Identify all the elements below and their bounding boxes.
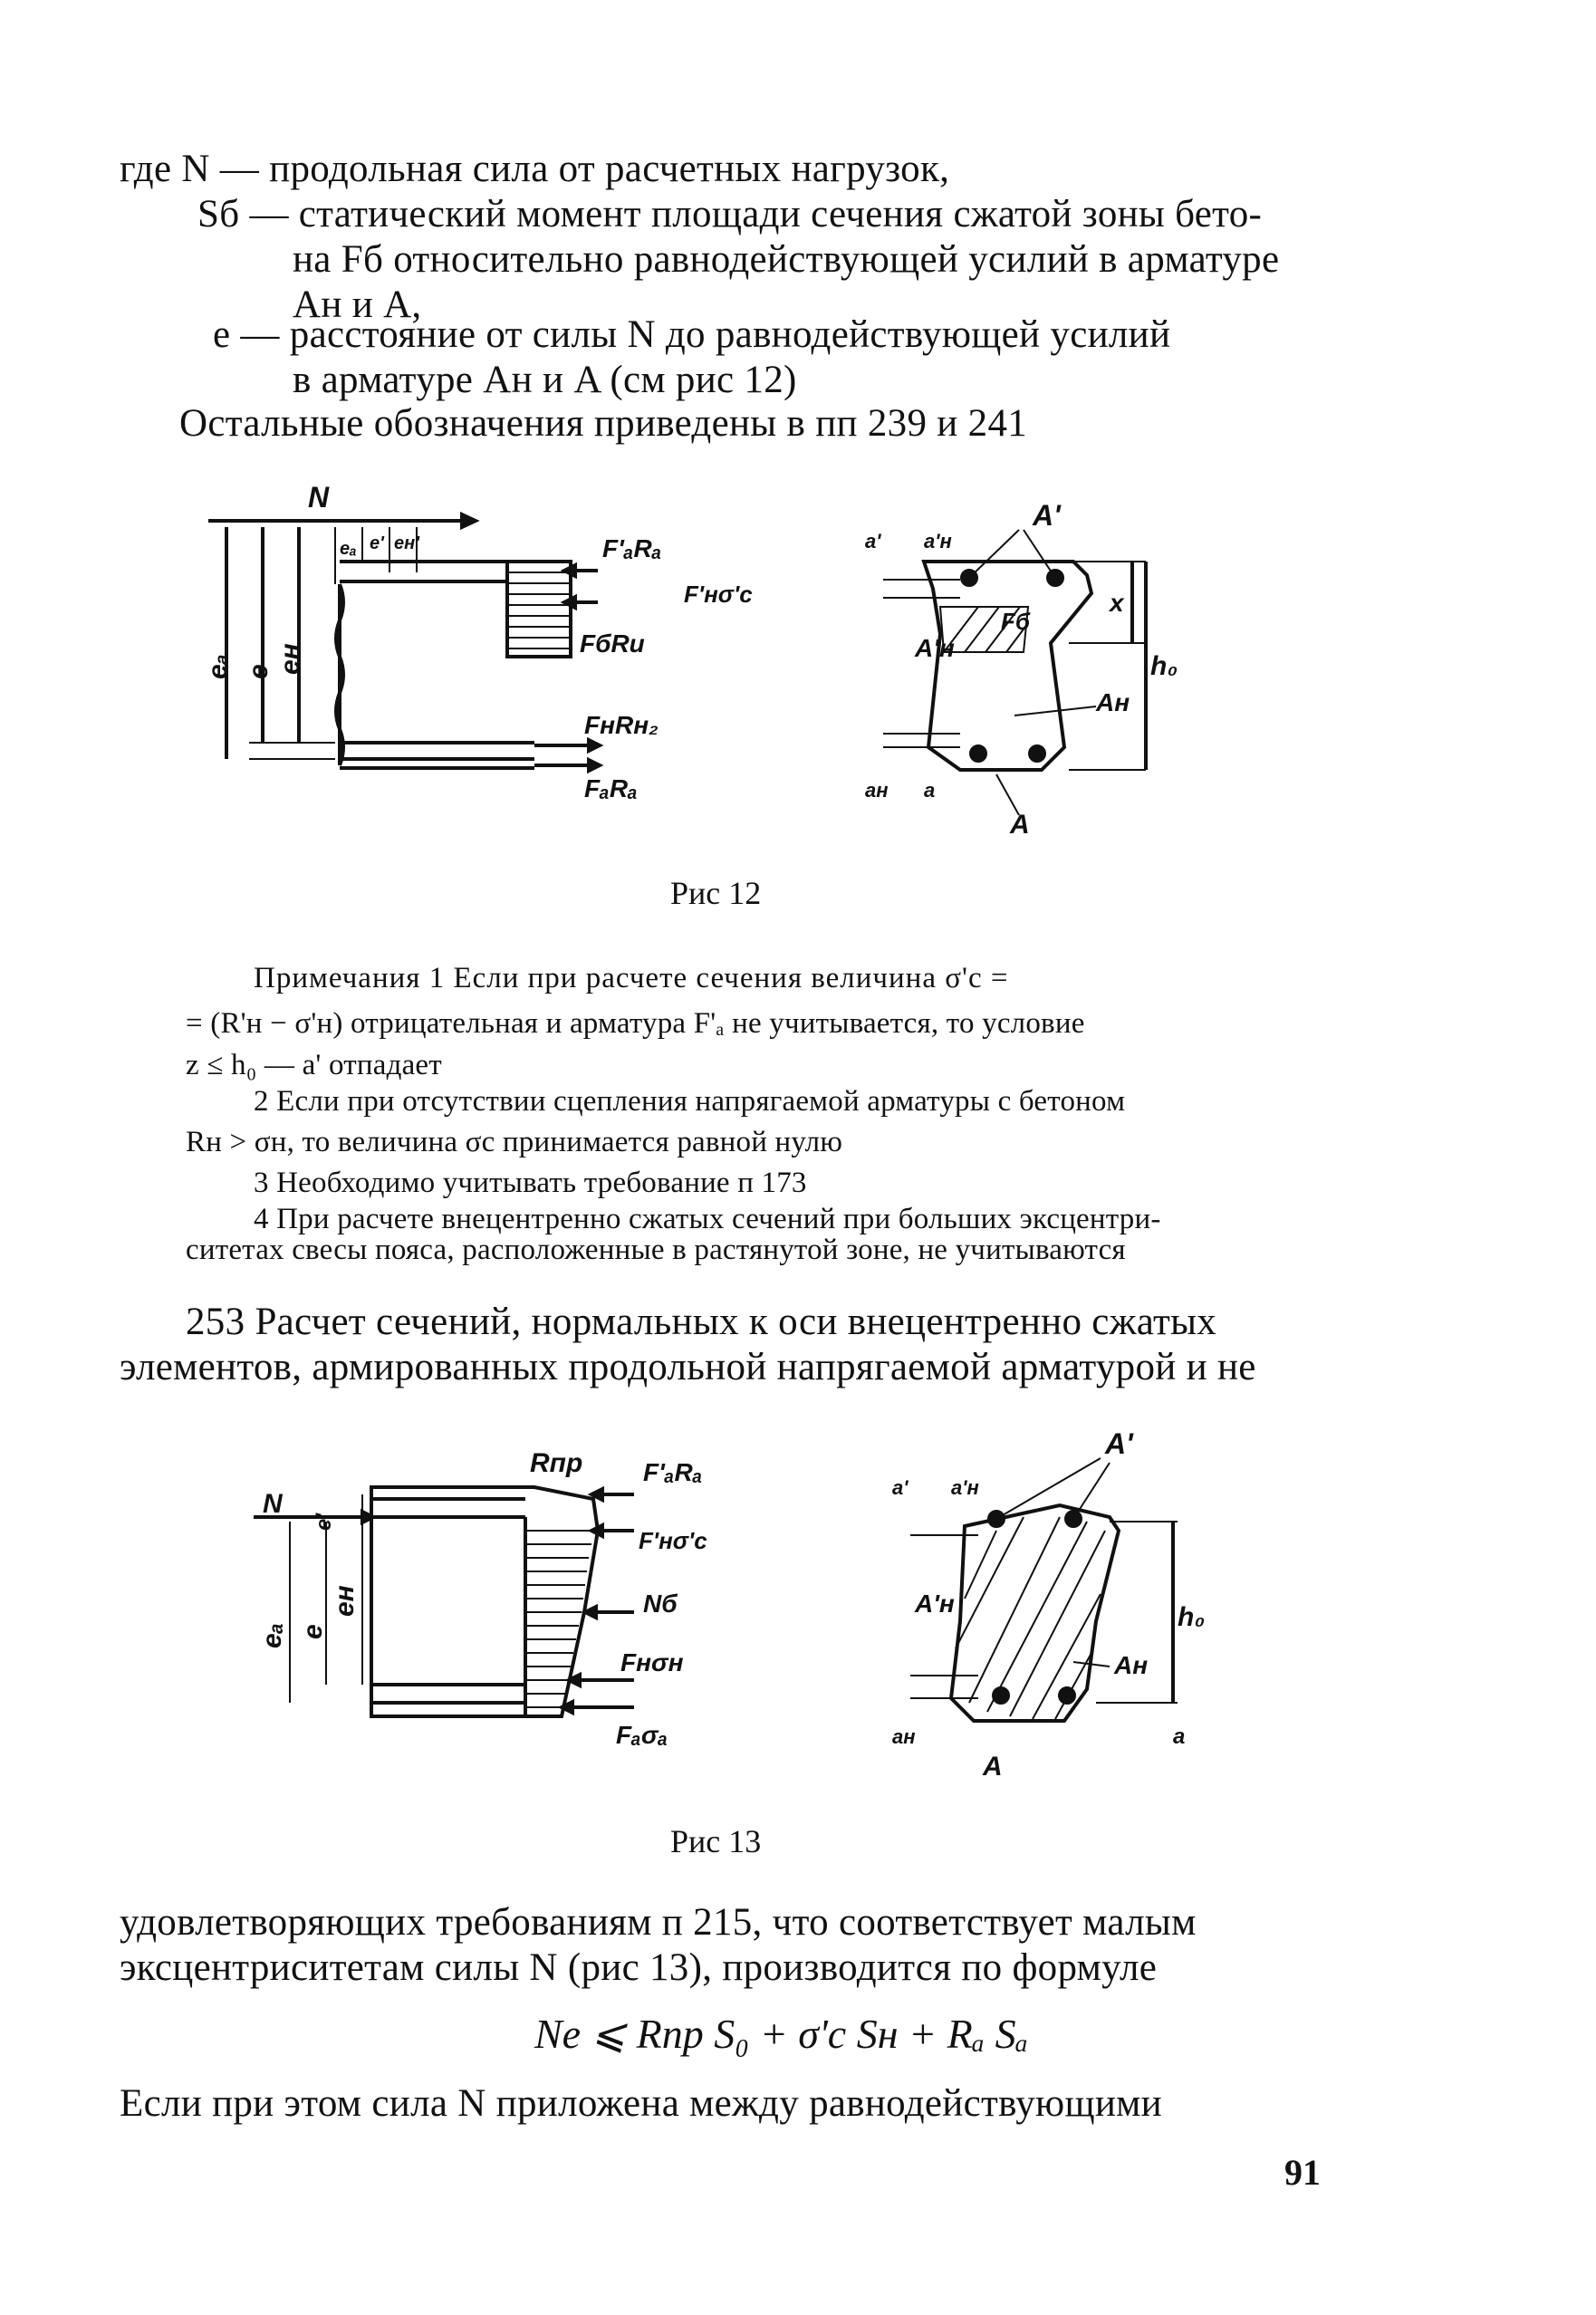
note-2-line-1: 2 Если при отсутствии сцепления напрягаемой арматуры с бетоном xyxy=(254,1085,1126,1118)
fig12-label-e: e xyxy=(244,664,274,679)
figure-12-caption: Рис 12 xyxy=(670,875,762,911)
fig13-label-Ah-prime: A'н xyxy=(915,1590,955,1618)
definition-Sb-cont2: Aн и A, xyxy=(293,283,422,326)
figure-13-caption: Рис 13 xyxy=(670,1823,762,1859)
fig12-label-Ah-prime: A'н xyxy=(915,634,955,662)
fig13-label-ah: aн xyxy=(892,1725,916,1748)
fig13-label-Ah: Aн xyxy=(1114,1651,1149,1679)
fig13-label-Fa-Ra-prime: F'ₐRₐ xyxy=(643,1458,703,1486)
fig12-label-eh: eн xyxy=(275,643,305,675)
fig13-label-eh: eн xyxy=(330,1585,360,1617)
fig12-label-eh-prime: eн' xyxy=(394,533,419,553)
formula: Ne ⩽ Rпр S₀ + σ'c Sн + Rₐ Sₐ xyxy=(534,2011,1029,2057)
fig12-label-e-prime: e' xyxy=(370,533,384,553)
fig12-label-Ah: Aн xyxy=(1096,688,1130,716)
note-4-line-2: ситетах свесы пояса, расположенные в растянутой зоне, не учитываются xyxy=(186,1234,1126,1266)
definition-N: где N — продольная сила от расчетных нагрузок, xyxy=(120,148,950,190)
figure-13 xyxy=(226,1431,1241,1793)
fig13-label-e: e xyxy=(298,1624,328,1639)
fig12-label-ah: aн xyxy=(865,779,889,802)
fig13-label-A-prime: A' xyxy=(1105,1431,1133,1460)
fig12-label-Fb: Fб xyxy=(1001,608,1030,635)
fig13-label-e-prime: e' xyxy=(312,1513,336,1531)
page-number: 91 xyxy=(1284,2152,1321,2193)
fig12-label-Fh-sigma-prime: F'нσ'c xyxy=(684,581,753,608)
fig12-label-Fh-Rh: FнRн₂ xyxy=(584,711,659,739)
fig13-label-N: N xyxy=(263,1489,283,1519)
fig12-label-ea-top: eₐ xyxy=(340,539,357,559)
definition-Sb: Sб — статический момент площади сечения сжатой зоны бето- xyxy=(197,193,1263,235)
note-1-line-1: Примечания 1 Если при расчете сечения величина σ'c = xyxy=(254,962,1009,994)
section-253-line-2: элементов, армированных продольной напрягаемой арматурой и не xyxy=(120,1346,1256,1388)
fig12-label-A: A xyxy=(1010,810,1030,840)
note-1-line-3: z ≤ h₀ — a' отпадает xyxy=(186,1049,442,1081)
note-1-line-2: = (R'н − σ'н) отрицательная и арматура F'ₐ не учитывается, то условие xyxy=(186,1007,1085,1040)
fig12-label-ah-prime: a'н xyxy=(924,530,952,552)
fig12-label-A-prime: A' xyxy=(1033,499,1061,532)
fig13-label-A: A xyxy=(983,1752,1003,1782)
fig13-label-h0: h₀ xyxy=(1178,1602,1206,1632)
continuation-line-3: Если при этом сила N приложена между равнодействующими xyxy=(120,2082,1162,2125)
fig13-label-ea: eₐ xyxy=(257,1622,287,1648)
continuation-line-1: удовлетворяющих требованиям п 215, что соответствует малым xyxy=(120,1901,1197,1944)
fig12-label-Fa-Ra: FₐRₐ xyxy=(584,774,638,802)
continuation-line-2: эксцентриситетам силы N (рис 13), производится по формуле xyxy=(120,1946,1158,1989)
fig13-label-Nb: Nб xyxy=(643,1590,678,1618)
definition-e-cont: в арматуре Aн и A (см рис 12) xyxy=(293,359,797,401)
note-4-line-1: 4 При расчете внецентренно сжатых сечений при больших эксцентри- xyxy=(254,1203,1161,1235)
fig13-label-Fh-sigma-prime: F'нσ'c xyxy=(639,1527,707,1554)
figure-12 xyxy=(199,471,1232,851)
fig13-label-ah-prime: a'н xyxy=(951,1476,979,1499)
note-2-line-2: Rн > σн, то величина σc принимается равной нулю xyxy=(186,1126,843,1158)
fig12-label-Fb-Ru: FбRи xyxy=(580,629,645,658)
other-notations: Остальные обозначения приведены в пп 239 и 241 xyxy=(179,402,1028,445)
fig13-label-a: a xyxy=(1173,1724,1186,1749)
fig12-label-Fa-Ra-prime: F'ₐRₐ xyxy=(602,534,662,562)
definition-e: e — расстояние от силы N до равнодействующей усилий xyxy=(213,313,1171,356)
fig12-label-x: x xyxy=(1110,589,1124,617)
fig12-right-diagram xyxy=(883,530,1146,815)
fig13-label-Rpr: Rпр xyxy=(530,1448,583,1478)
fig12-label-ea: eₐ xyxy=(203,653,233,679)
fig13-label-Fa-sigmaa: Fₐσₐ xyxy=(616,1721,668,1749)
definition-Sb-cont: на Fб относительно равнодействующей усилий в арматуре xyxy=(293,238,1280,281)
fig13-left-diagram xyxy=(254,1487,634,1716)
fig13-label-Fh-sigmah: Fнσн xyxy=(620,1648,684,1676)
section-253-line-1: 253 Расчет сечений, нормальных к оси внецентренно сжатых xyxy=(186,1301,1217,1343)
fig13-label-a-prime: a' xyxy=(892,1476,909,1499)
fig12-label-h0: h₀ xyxy=(1150,651,1178,681)
fig12-label-N: N xyxy=(308,481,330,514)
fig12-label-a: a xyxy=(924,779,936,802)
fig12-label-a-prime: a' xyxy=(865,530,881,552)
note-3: 3 Необходимо учитывать требование п 173 xyxy=(254,1167,807,1199)
